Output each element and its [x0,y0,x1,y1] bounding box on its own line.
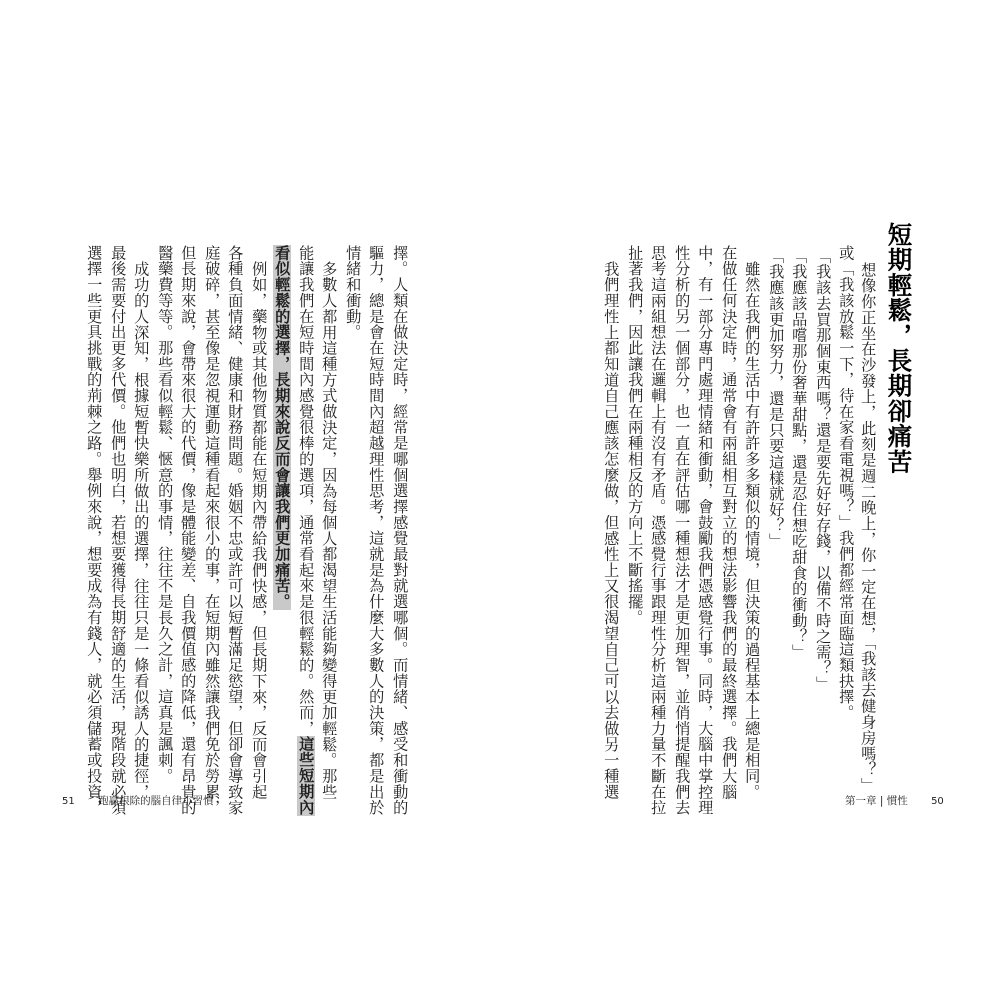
book-title-label: 跑贏根除的腦自律小習慣 [98,795,214,807]
highlighted-text: 這些短期內 [297,736,316,816]
text-column: 各種負面情緒、健康和財務問題。婚姻不忠或許可以短暫滿足慾望，但卻會導致家 [226,245,245,816]
text-column: 「我該去買那個東西嗎？還是要先好好存錢，以備不時之需？」 [814,248,833,692]
text-column: 思考這兩組想法在邏輯上有沒有矛盾。憑感覺行事跟理性分析這兩種力量不斷在拉 [649,245,668,816]
text-column: 多數人都用這種方式做決定，因為每個人都渴望生活能夠變得更加輕鬆。那些 [320,261,339,800]
page-number: 50 [931,796,944,807]
highlighted-text: 看似輕鬆的選擇，長期來說反而會讓我們更加痛苦。 [273,245,292,610]
text-column: 在做任何決定時，通常會有兩組相互對立的想法影響我們的最終選擇。我們大腦 [720,245,739,800]
text-column [297,245,316,816]
text-column: 情緒和衝動。 [344,245,363,341]
page-footer [845,793,944,808]
section-heading: 短期輕鬆，長期卻痛苦 [883,222,913,474]
chapter-label: 第一章 | 慣性 [845,795,908,807]
text-column: 性分析的另一個部分，也一直在評估哪一種想法才是更加理智，並俏悄提醒我們去 [673,245,692,816]
text-column: 成功的人深知，根據短暫快樂所做出的選擇，往往只是一條看似誘人的捷徑， [132,261,151,800]
text-column: 擇。人類在做決定時，經常是哪個選擇感覺最對就選哪個。而情緒、感受和衝動的 [391,245,410,816]
text-column: 例如，藥物或其他物質都能在短期內帶給我們快感，但長期下來，反而會引起 [250,261,269,800]
page-number: 51 [62,796,75,807]
text-column: 想像你正坐在沙發上，此刻是週二晚上，你一定在想，「我該去健身房嗎？」 [859,262,878,794]
text-run: 能讓我們在短時間內感覺很棒的選項，通常看起來是很輕鬆的。然而， [297,245,316,737]
text-column: 我們理性上都知道自己應該怎麼做，但感性上又很渴望自己可以去做另一種選 [602,261,621,800]
text-column: 扯著我們，因此讓我們在兩種相反的方向上不斷搖擺。 [626,245,645,626]
text-column: 但長期來說，會帶來很大的代價，像是體能變差、自我價值感的降低，還有昂貴的 [179,245,198,816]
text-column: 最後需要付出更多代價。他們也明白，若想要獲得長期舒適的生活，現階段就必須 [109,245,128,816]
text-column: 庭破碎，甚至像是忽視運動這種看起來很小的事，在短期內雖然讓我們免於勞累， [203,245,222,816]
right-page [500,0,1000,1000]
text-column: 中，有一部分專門處理情緒和衝動，會鼓勵我們憑感覺行事。同時，大腦中掌控理 [696,245,715,816]
text-column: 或「我該放鬆一下，待在家看電視嗎？」我們都經常面臨這類抉擇。 [837,245,856,721]
text-column [273,245,292,610]
text-column: 醫藥費等等。那些看似輕鬆、愜意的事情，往往不是長久之計，這真是諷刺。 [156,245,175,784]
text-column: 選擇一些更具挑戰的荊棘之路。舉例來說，想要成為有錢人，就必須儲蓄或投資， [85,245,104,816]
text-column: 驅力，總是會在短時間內超越理性思考，這就是為什麼大多數人的決策，都是出於 [367,245,386,816]
text-column: 「我應該品嚐那份奢華甜點，還是忍住想吃甜食的衝動？」 [790,248,809,661]
text-column: 雖然在我們的生活中有許許多多類似的情境，但決策的過程基本上總是相同。 [743,261,762,800]
page-footer [62,793,214,808]
text-column: 「我應該更加努力，還是只要這樣就好？」 [767,248,786,550]
